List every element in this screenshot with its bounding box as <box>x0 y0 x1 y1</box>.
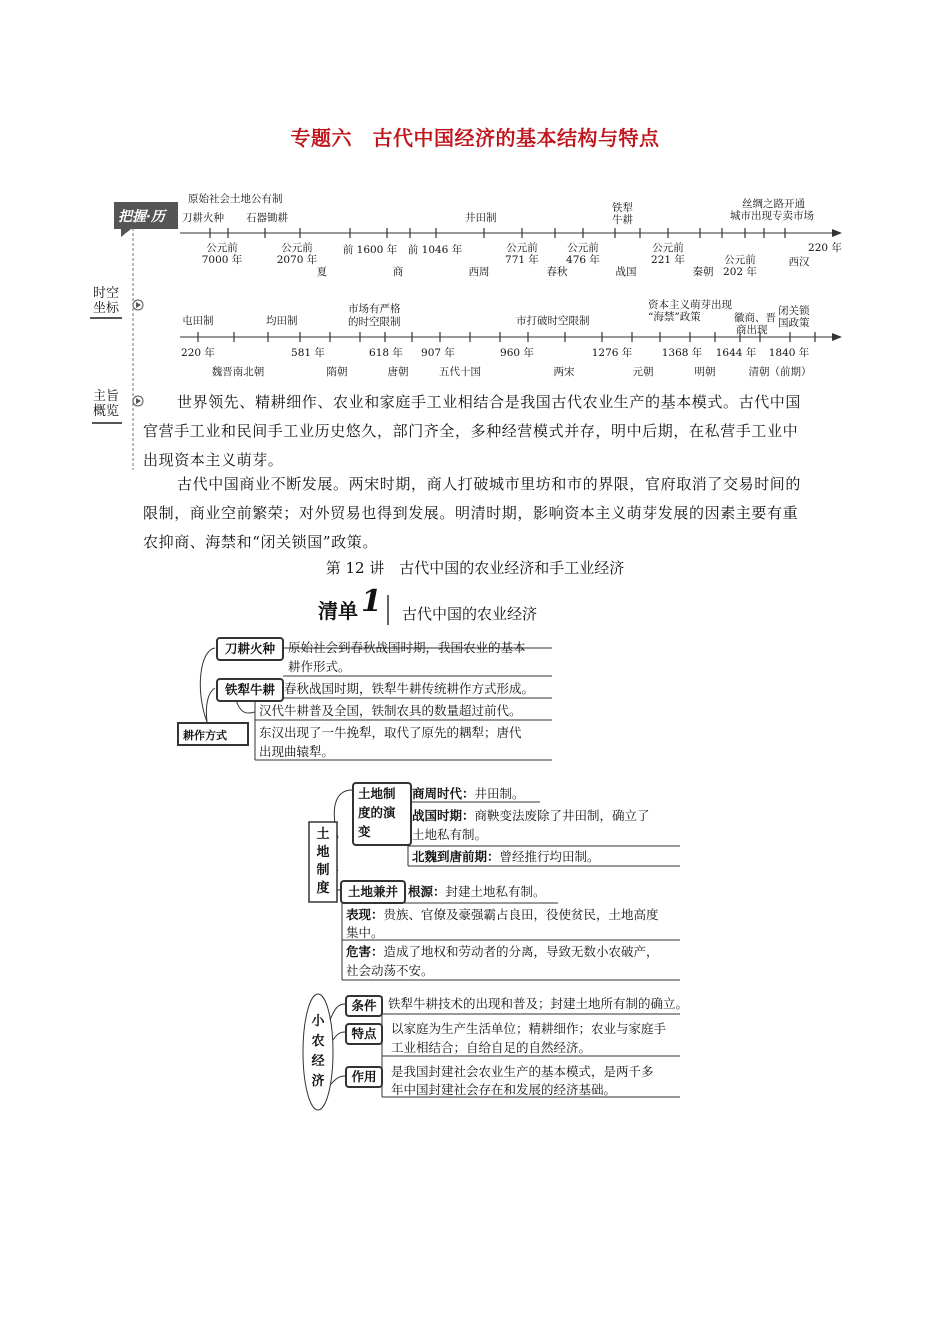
timeline-date: 771 年 <box>505 254 539 266</box>
side-label-line: 概览 <box>92 404 119 419</box>
land-row <box>346 905 659 924</box>
timeline-date: 1276 年 <box>591 347 633 359</box>
land-value: 封建土地私有制。 <box>445 884 546 899</box>
timeline-event: 牛耕 <box>612 214 633 226</box>
timeline-event: 井田制 <box>465 212 497 224</box>
land-row <box>346 942 659 961</box>
farming-text: 原始社会到春秋战国时期，我国农业的基本 <box>288 640 526 655</box>
land-key: 战国时期： <box>412 808 475 823</box>
timeline-era: 夏 <box>316 266 328 278</box>
smallfarm-text: 工业相结合；自给自足的自然经济。 <box>391 1040 592 1055</box>
timeline-era: 元朝 <box>632 366 654 378</box>
land-value: 社会动荡不安。 <box>346 963 434 978</box>
farming-root: 耕作方式 <box>183 729 227 742</box>
land-root-char: 地 <box>316 845 330 860</box>
timeline-era: 唐朝 <box>387 366 409 378</box>
timeline-date: 2070 年 <box>276 254 318 266</box>
land-value: 井田制。 <box>474 786 525 801</box>
timeline-date: 960 年 <box>500 347 534 359</box>
farming-text: 出现曲辕犁。 <box>259 744 335 759</box>
land-key: 表现： <box>346 907 384 922</box>
farming-branch-iron-plough: 铁犁牛耕 <box>216 678 284 702</box>
timeline-era: 西汉 <box>788 256 810 268</box>
list-number: 1 <box>361 584 382 619</box>
timeline-event: 资本主义萌芽出现 <box>648 299 732 311</box>
list-label: 清单 <box>318 599 358 623</box>
smallfarm-root <box>308 1012 328 1092</box>
side-label-line: 坐标 <box>92 301 119 316</box>
smallfarm-text: 年中国封建社会存在和发展的经济基础。 <box>391 1082 617 1097</box>
overview-paragraph: 世界领先、精耕细作、农业和家庭手工业相结合是我国古代农业生产的基本模式。古代中国官营手工业和民间手工业历史悠久，部门齐全，多种经营模式并存，明中后期，在私营手工业中出现资本主义萌芽。 <box>143 393 802 469</box>
timeline-era: 西周 <box>468 266 490 278</box>
timeline-date: 公元前 <box>724 254 756 266</box>
land-value: 商鞅变法废除了井田制，确立了 <box>474 808 650 823</box>
timeline-event: 丝绸之路开通 <box>742 198 805 210</box>
timeline-event: 原始社会土地公有制 <box>188 193 283 205</box>
timeline-event: 市场有严格 <box>348 303 401 315</box>
smallfarm-text: 以家庭为生产生活单位；精耕细作；农业与家庭手 <box>391 1021 667 1036</box>
land-key: 北魏到唐前期： <box>412 849 500 864</box>
farming-text: 春秋战国时期，铁犁牛耕传统耕作方式形成。 <box>284 681 535 696</box>
land-key: 危害： <box>346 944 384 959</box>
timeline-date: 476 年 <box>566 254 600 266</box>
timeline-era: 清朝（前期） <box>748 366 812 378</box>
land-row <box>412 806 650 825</box>
timeline-era: 秦朝 <box>692 266 714 278</box>
farming-text: 汉代牛耕普及全国，铁制农具的数量超过前代。 <box>259 703 522 718</box>
land-root <box>313 826 333 898</box>
smallfarm-root-char: 济 <box>311 1074 325 1089</box>
overview-side-label <box>88 389 124 419</box>
farming-text: 耕作形式。 <box>288 659 351 674</box>
side-label-line: 时空 <box>92 286 119 301</box>
timeline-era: 两宋 <box>553 366 575 378</box>
timeline-date: 1840 年 <box>768 347 810 359</box>
land-branch-evolution <box>352 782 412 846</box>
timeline-era: 魏晋南北朝 <box>211 366 265 378</box>
timeline-event: 闭关锁 <box>778 305 810 317</box>
timeline-date: 公元前 <box>206 242 238 254</box>
land-value: 集中。 <box>346 925 384 940</box>
overview-paragraph: 古代中国商业不断发展。两宋时期，商人打破城市里坊和市的界限，官府取消了交易时间的限制，商业空前繁荣；对外贸易也得到发展。明清时期，影响资本主义萌芽发展的因素主要有重农抑商、海禁和“闭关锁国”政策。 <box>143 475 802 551</box>
timeline-era: 五代十国 <box>439 366 481 378</box>
timeline-event: “海禁”政策 <box>648 311 701 323</box>
land-value: 贵族、官僚及豪强霸占良田，役使贫民，土地高度 <box>383 907 659 922</box>
smallfarm-branch-role: 作用 <box>345 1066 383 1088</box>
timeline-event: 国政策 <box>778 317 810 329</box>
list-subtitle: 古代中国的农业经济 <box>402 605 538 623</box>
box-line: 度的演 <box>358 805 396 820</box>
timeline-side-label <box>88 286 124 316</box>
smallfarm-root-char: 小 <box>311 1014 325 1029</box>
timeline-event: 商出现 <box>736 324 768 336</box>
page-title: 专题六 古代中国经济的基本结构与特点 <box>290 126 660 150</box>
land-value: 曾经推行均田制。 <box>499 849 600 864</box>
side-label-line: 主旨 <box>92 389 119 404</box>
timeline-event: 市打破时空限制 <box>516 315 590 327</box>
timeline-date: 1368 年 <box>661 347 703 359</box>
smallfarm-branch-features: 特点 <box>345 1023 383 1045</box>
timeline-event: 铁犁 <box>612 202 633 214</box>
timeline-event: 的时空限制 <box>348 316 401 328</box>
timeline-date: 618 年 <box>369 347 403 359</box>
land-root-char: 制 <box>316 863 330 878</box>
timeline-date: 907 年 <box>421 347 455 359</box>
land-value: 土地私有制。 <box>412 827 488 842</box>
timeline-date: 公元前 <box>506 242 538 254</box>
timeline-date: 7000 年 <box>201 254 243 266</box>
lecture-title: 第 12 讲 古代中国的农业经济和手工业经济 <box>325 559 625 577</box>
timeline-date: 公元前 <box>281 242 313 254</box>
timeline-date: 220 年 <box>808 242 842 254</box>
farming-text: 东汉出现了一牛挽犁，取代了原先的耦犁；唐代 <box>259 725 522 740</box>
timeline-date: 221 年 <box>651 254 685 266</box>
land-key: 根源： <box>408 884 446 899</box>
timeline-era: 春秋 <box>546 266 568 278</box>
timeline-event: 刀耕火种 <box>182 212 224 224</box>
smallfarm-branch-conditions: 条件 <box>345 995 383 1017</box>
land-row <box>408 882 546 901</box>
smallfarm-root-char: 经 <box>311 1054 325 1069</box>
box-line: 变 <box>358 824 371 839</box>
timeline-date: 581 年 <box>291 347 325 359</box>
timeline-era: 商 <box>392 266 404 278</box>
land-key: 商周时代： <box>412 786 475 801</box>
land-branch-annexation: 土地兼并 <box>340 880 406 904</box>
land-row <box>412 784 525 803</box>
land-row <box>412 847 600 866</box>
timeline-date: 220 年 <box>181 347 215 359</box>
timeline-event: 屯田制 <box>182 315 214 327</box>
timeline-era: 战国 <box>615 266 637 278</box>
smallfarm-root-char: 农 <box>311 1034 325 1049</box>
farming-branch-slash-burn: 刀耕火种 <box>216 637 284 661</box>
timeline-date: 公元前 <box>567 242 599 254</box>
timeline-event: 城市出现专卖市场 <box>730 210 814 222</box>
timeline-date: 1644 年 <box>715 347 757 359</box>
timeline-event: 徽商、晋 <box>734 312 776 324</box>
smallfarm-text: 铁犁牛耕技术的出现和普及；封建土地所有制的确立。 <box>388 996 689 1011</box>
timeline-era: 明朝 <box>694 366 716 378</box>
smallfarm-text: 是我国封建社会农业生产的基本模式，是两千多 <box>391 1064 654 1079</box>
timeline-era: 隋朝 <box>326 366 348 378</box>
land-value: 造成了地权和劳动者的分离，导致无数小农破产， <box>383 944 659 959</box>
header-tag: 把握·历 <box>118 209 165 225</box>
timeline-date: 公元前 <box>652 242 684 254</box>
land-root-char: 度 <box>316 881 330 896</box>
timeline-event: 石器锄耕 <box>246 212 288 224</box>
timeline-date: 前 1046 年 <box>407 244 463 256</box>
timeline-date: 202 年 <box>723 266 757 278</box>
timeline-date: 前 1600 年 <box>342 244 398 256</box>
box-line: 土地制 <box>358 786 396 801</box>
timeline-event: 均田制 <box>266 315 298 327</box>
land-root-char: 土 <box>316 827 330 842</box>
